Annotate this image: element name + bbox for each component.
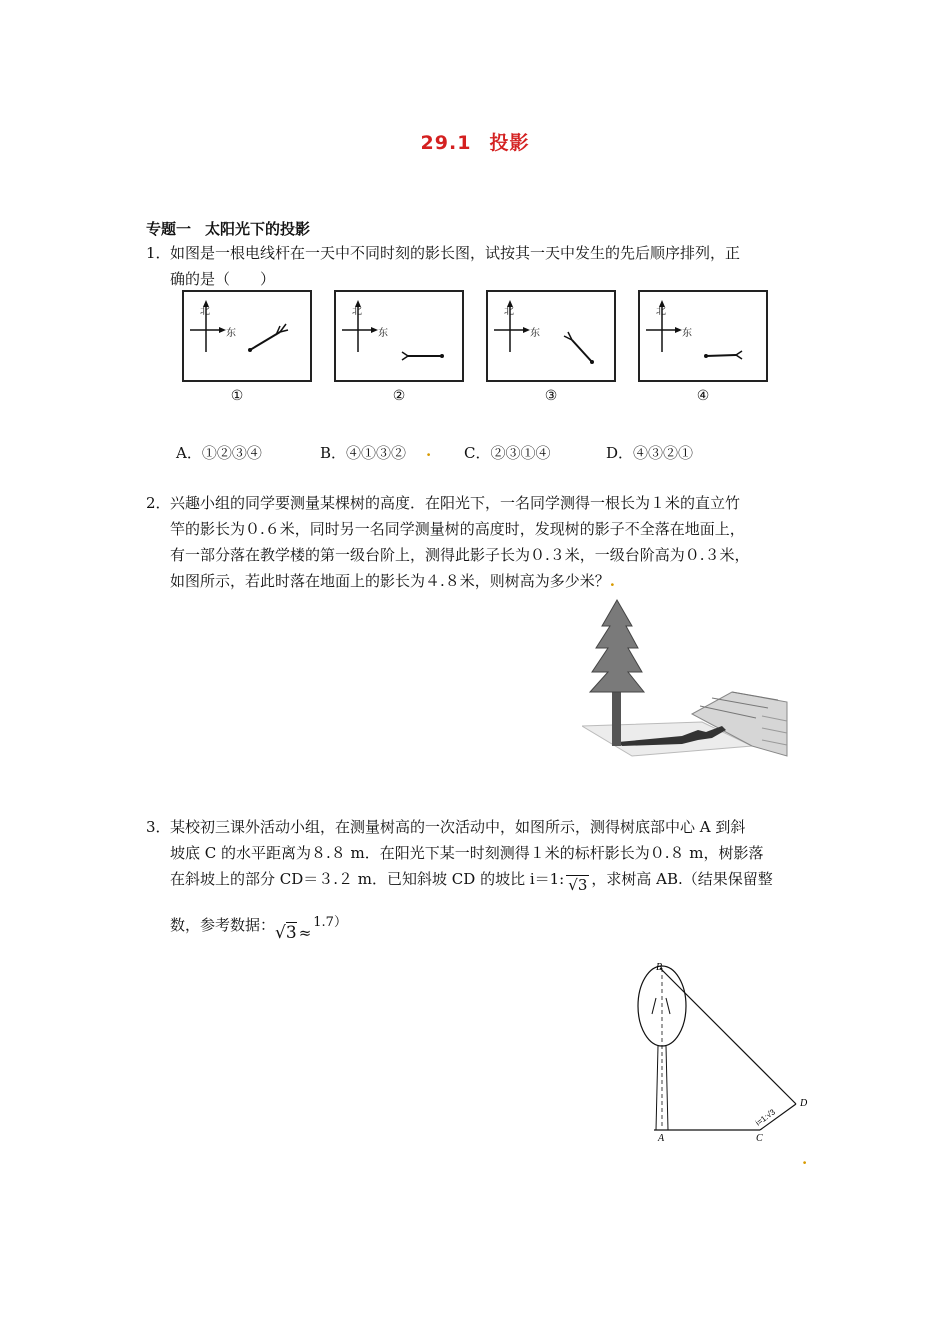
choice-d: D．④③②① [606,444,694,462]
north-label: 北 [504,306,514,317]
approx-sign: ≈ [298,924,312,942]
topic-heading [146,218,310,239]
label-c: C [756,1133,763,1144]
question-3-line-3a: 在斜坡上的部分 CD＝３.２ m．已知斜坡 CD 的坡比 i＝1: [170,870,565,888]
question-3-line-3b: ，求树高 AB.（结果保留整 [591,870,773,888]
panel-label-4: ④ [696,388,710,404]
question-1-line-1: 如图是一根电线杆在一天中不同时刻的影长图，试按其一天中发生的先后顺序排列，正 [170,244,741,262]
decor-dot: . [802,1150,808,1168]
question-1-line-2: 确的是（ ） [170,270,276,288]
sqrt-radicand-ref: 3 [285,923,297,943]
question-3-line-1: 某校初三课外活动小组，在测量树高的一次活动中，如图所示，测得树底部中心 A 到斜 [170,818,746,836]
question-2-line-1: 兴趣小组的同学要测量某棵树的高度．在阳光下，一名同学测得一根长为１米的直立竹 [170,494,741,512]
east-label: 东 [226,328,236,339]
shadow-panel-4 [638,290,768,382]
decor-dot: . [609,572,616,590]
slope-label: i=1:√3 [753,1107,777,1128]
panel-label-3: ③ [544,388,558,404]
question-3-line-4a: 数，参考数据： [170,916,276,934]
topic-name: 太阳光下的投影 [205,220,311,238]
question-2-line-4: 如图所示，若此时落在地面上的影长为４.８米，则树高为多少米？ [170,572,610,590]
east-label: 东 [682,328,692,339]
page-title [0,128,950,155]
title-text: 投影 [489,132,530,154]
question-3-line-4 [170,914,347,943]
choice-a: A．①②③④ [176,444,262,462]
north-label: 北 [352,306,362,317]
shadow-panel-1 [182,290,312,382]
question-2-number: 2． [146,494,171,512]
sqrt-3-ref: √3 [275,923,297,943]
east-label: 东 [530,328,540,339]
panel-label-2: ② [392,388,406,404]
tree-steps-illustration [582,596,792,768]
shadow-panel-3 [486,290,616,382]
question-3 [146,814,806,892]
question-1-number: 1． [146,244,171,262]
question-3-number: 3． [146,818,171,836]
topic-label: 专题一 [146,220,192,238]
north-label: 北 [200,306,210,317]
decor-dot: . [426,442,432,460]
choice-b: B．④①③② [320,444,407,462]
question-2 [146,490,806,594]
north-label: 北 [656,306,666,317]
east-label: 东 [378,328,388,339]
panel-label-1: ① [230,388,244,404]
question-3-line-4b: 1.7） [313,915,347,930]
question-2-line-3: 有一部分落在教学楼的第一级台阶上，测得此影子长为０.３米，一级台阶高为０.３米， [170,546,750,564]
sqrt-3: √3 [568,876,588,894]
choice-c: C．②③①④ [464,444,551,462]
label-a: A [658,1133,665,1144]
title-number: 29.1 [420,132,472,154]
question-2-line-2: 竿的影长为０.６米，同时另一名同学测量树的高度时，发现树的影子不全落在地面上， [170,520,745,538]
question-1 [146,240,806,292]
slope-tree-diagram [630,958,820,1148]
sqrt-radicand: 3 [577,876,588,894]
label-d: D [800,1098,808,1109]
question-3-line-2: 坡底 C 的水平距离为８.８ m．在阳光下某一时刻测得１米的标杆影长为０.８ m，树影落 [170,844,764,862]
label-b: B [656,962,663,973]
shadow-panel-2 [334,290,464,382]
